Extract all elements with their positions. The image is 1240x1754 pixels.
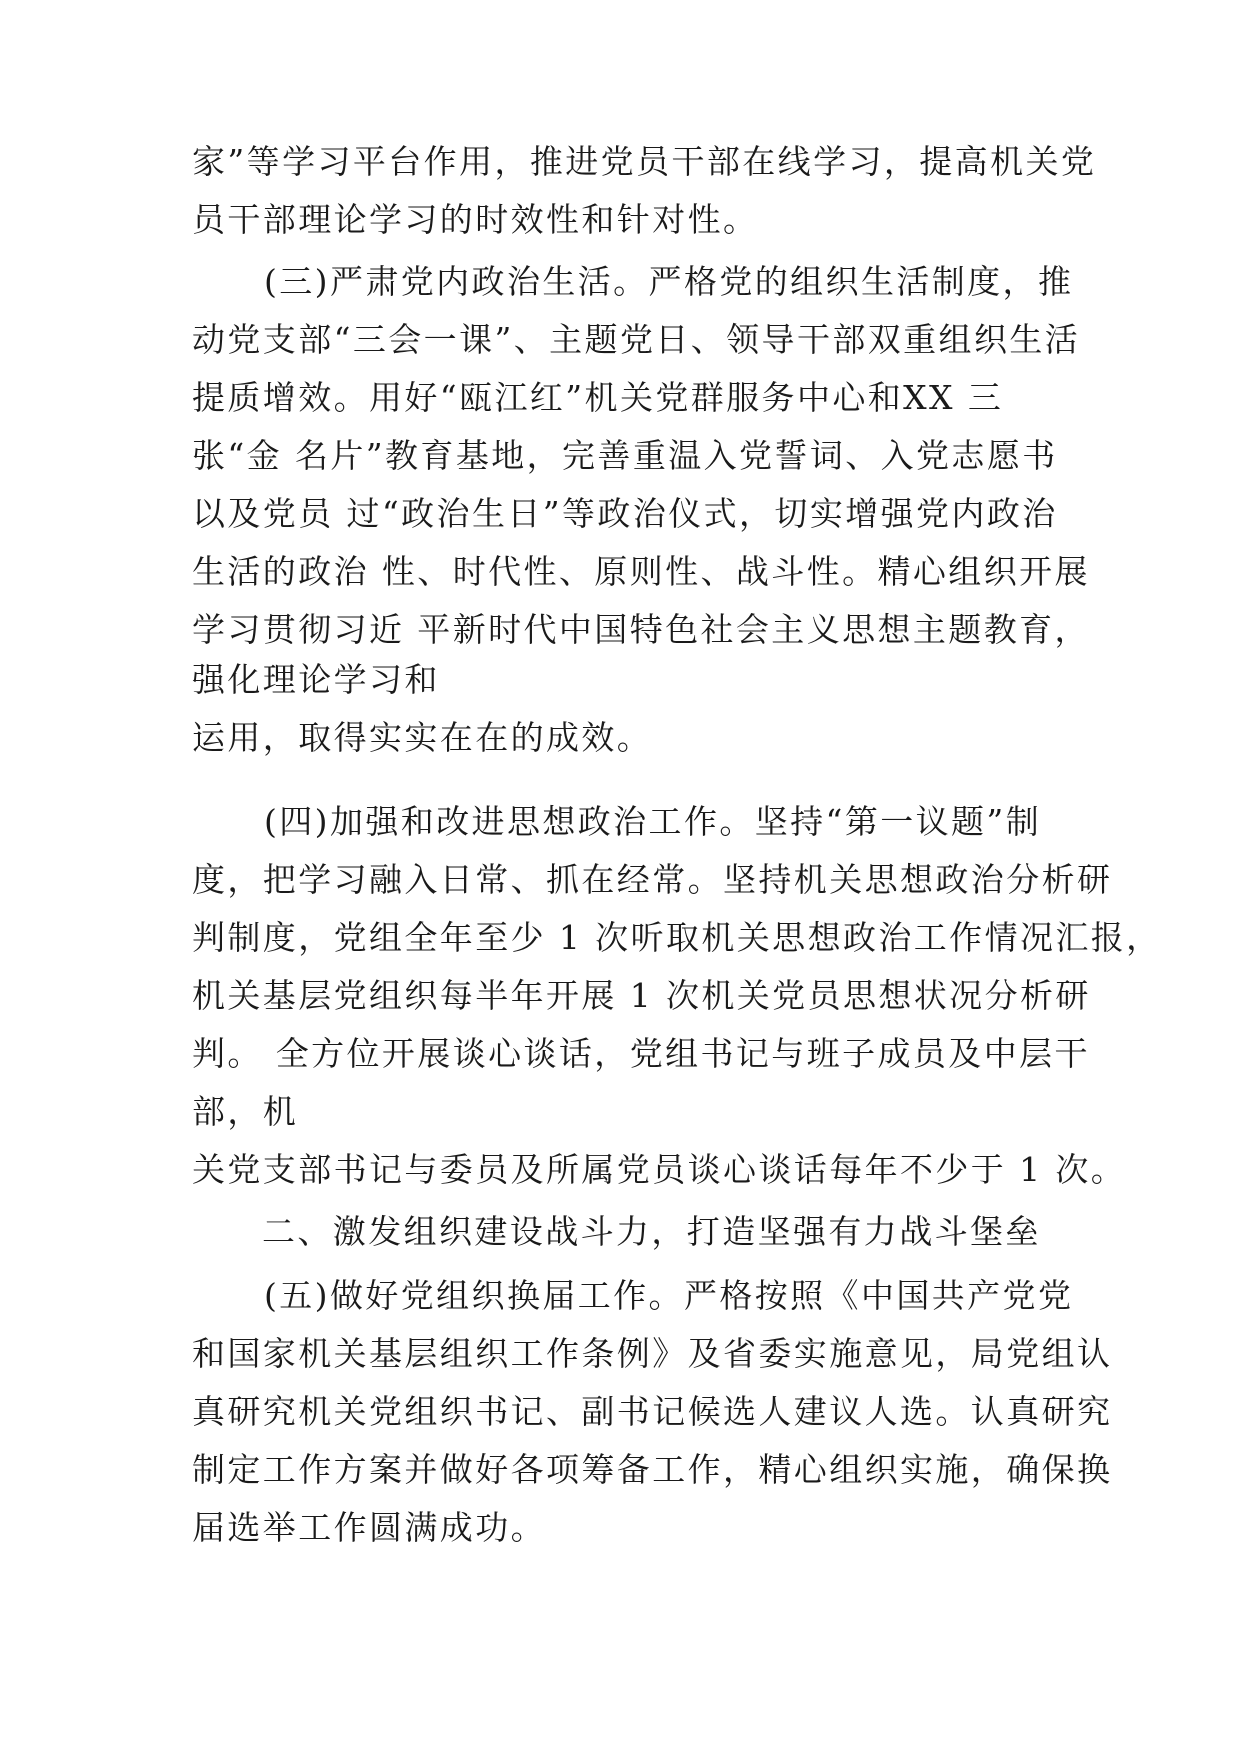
body-line: 以及党员 过“政治生日”等政治仪式，切实增强党内政治 bbox=[192, 494, 1058, 533]
body-line: 张“金 名片”教育基地，完善重温入党誓词、入党志愿书 bbox=[192, 436, 1058, 475]
body-line: 判。 全方位开展谈心谈话，党组书记与班子成员及中层干 bbox=[192, 1034, 1090, 1073]
paragraph-start-line: (四)加强和改进思想政治工作。坚持“第一议题”制 bbox=[264, 802, 1042, 841]
body-line: 关党支部书记与委员及所属党员谈心谈话每年不少于 1 次。 bbox=[192, 1150, 1127, 1189]
body-line: 制定工作方案并做好各项筹备工作，精心组织实施，确保换 bbox=[192, 1450, 1113, 1489]
section-heading: 二、激发组织建设战斗力，打造坚强有力战斗堡垒 bbox=[262, 1212, 1041, 1251]
body-line: 动党支部“三会一课”、主题党日、领导干部双重组织生活 bbox=[192, 320, 1081, 359]
body-line: 判制度，党组全年至少 1 次听取机关思想政治工作情况汇报， bbox=[192, 918, 1162, 957]
body-line: 和国家机关基层组织工作条例》及省委实施意见，局党组认 bbox=[192, 1334, 1113, 1373]
body-line: 员干部理论学习的时效性和针对性。 bbox=[192, 200, 759, 239]
body-line: 机关基层党组织每半年开展 1 次机关党员思想状况分析研 bbox=[192, 976, 1091, 1015]
body-line: 生活的政治 性、时代性、原则性、战斗性。精心组织开展 bbox=[192, 552, 1090, 591]
body-line: 部，机 bbox=[192, 1092, 299, 1131]
paragraph-start-line: (五)做好党组织换届工作。严格按照《中国共产党党 bbox=[264, 1276, 1074, 1315]
body-line: 真研究机关党组织书记、副书记候选人建议人选。认真研究 bbox=[192, 1392, 1113, 1431]
body-line: 学习贯彻习近 平新时代中国特色社会主义思想主题教育， bbox=[192, 610, 1090, 649]
body-line: 届选举工作圆满成功。 bbox=[192, 1508, 546, 1547]
body-line: 运用，取得实实在在的成效。 bbox=[192, 718, 653, 757]
body-line: 度，把学习融入日常、抓在经常。坚持机关思想政治分析研 bbox=[192, 860, 1113, 899]
body-line: 提质增效。用好“瓯江红”机关党群服务中心和XX 三 bbox=[192, 378, 1004, 417]
body-line: 家”等学习平台作用，推进党员干部在线学习，提高机关党 bbox=[192, 142, 1097, 181]
body-line: 强化理论学习和 bbox=[192, 660, 440, 699]
paragraph-start-line: (三)严肃党内政治生活。严格党的组织生活制度，推 bbox=[264, 262, 1074, 301]
